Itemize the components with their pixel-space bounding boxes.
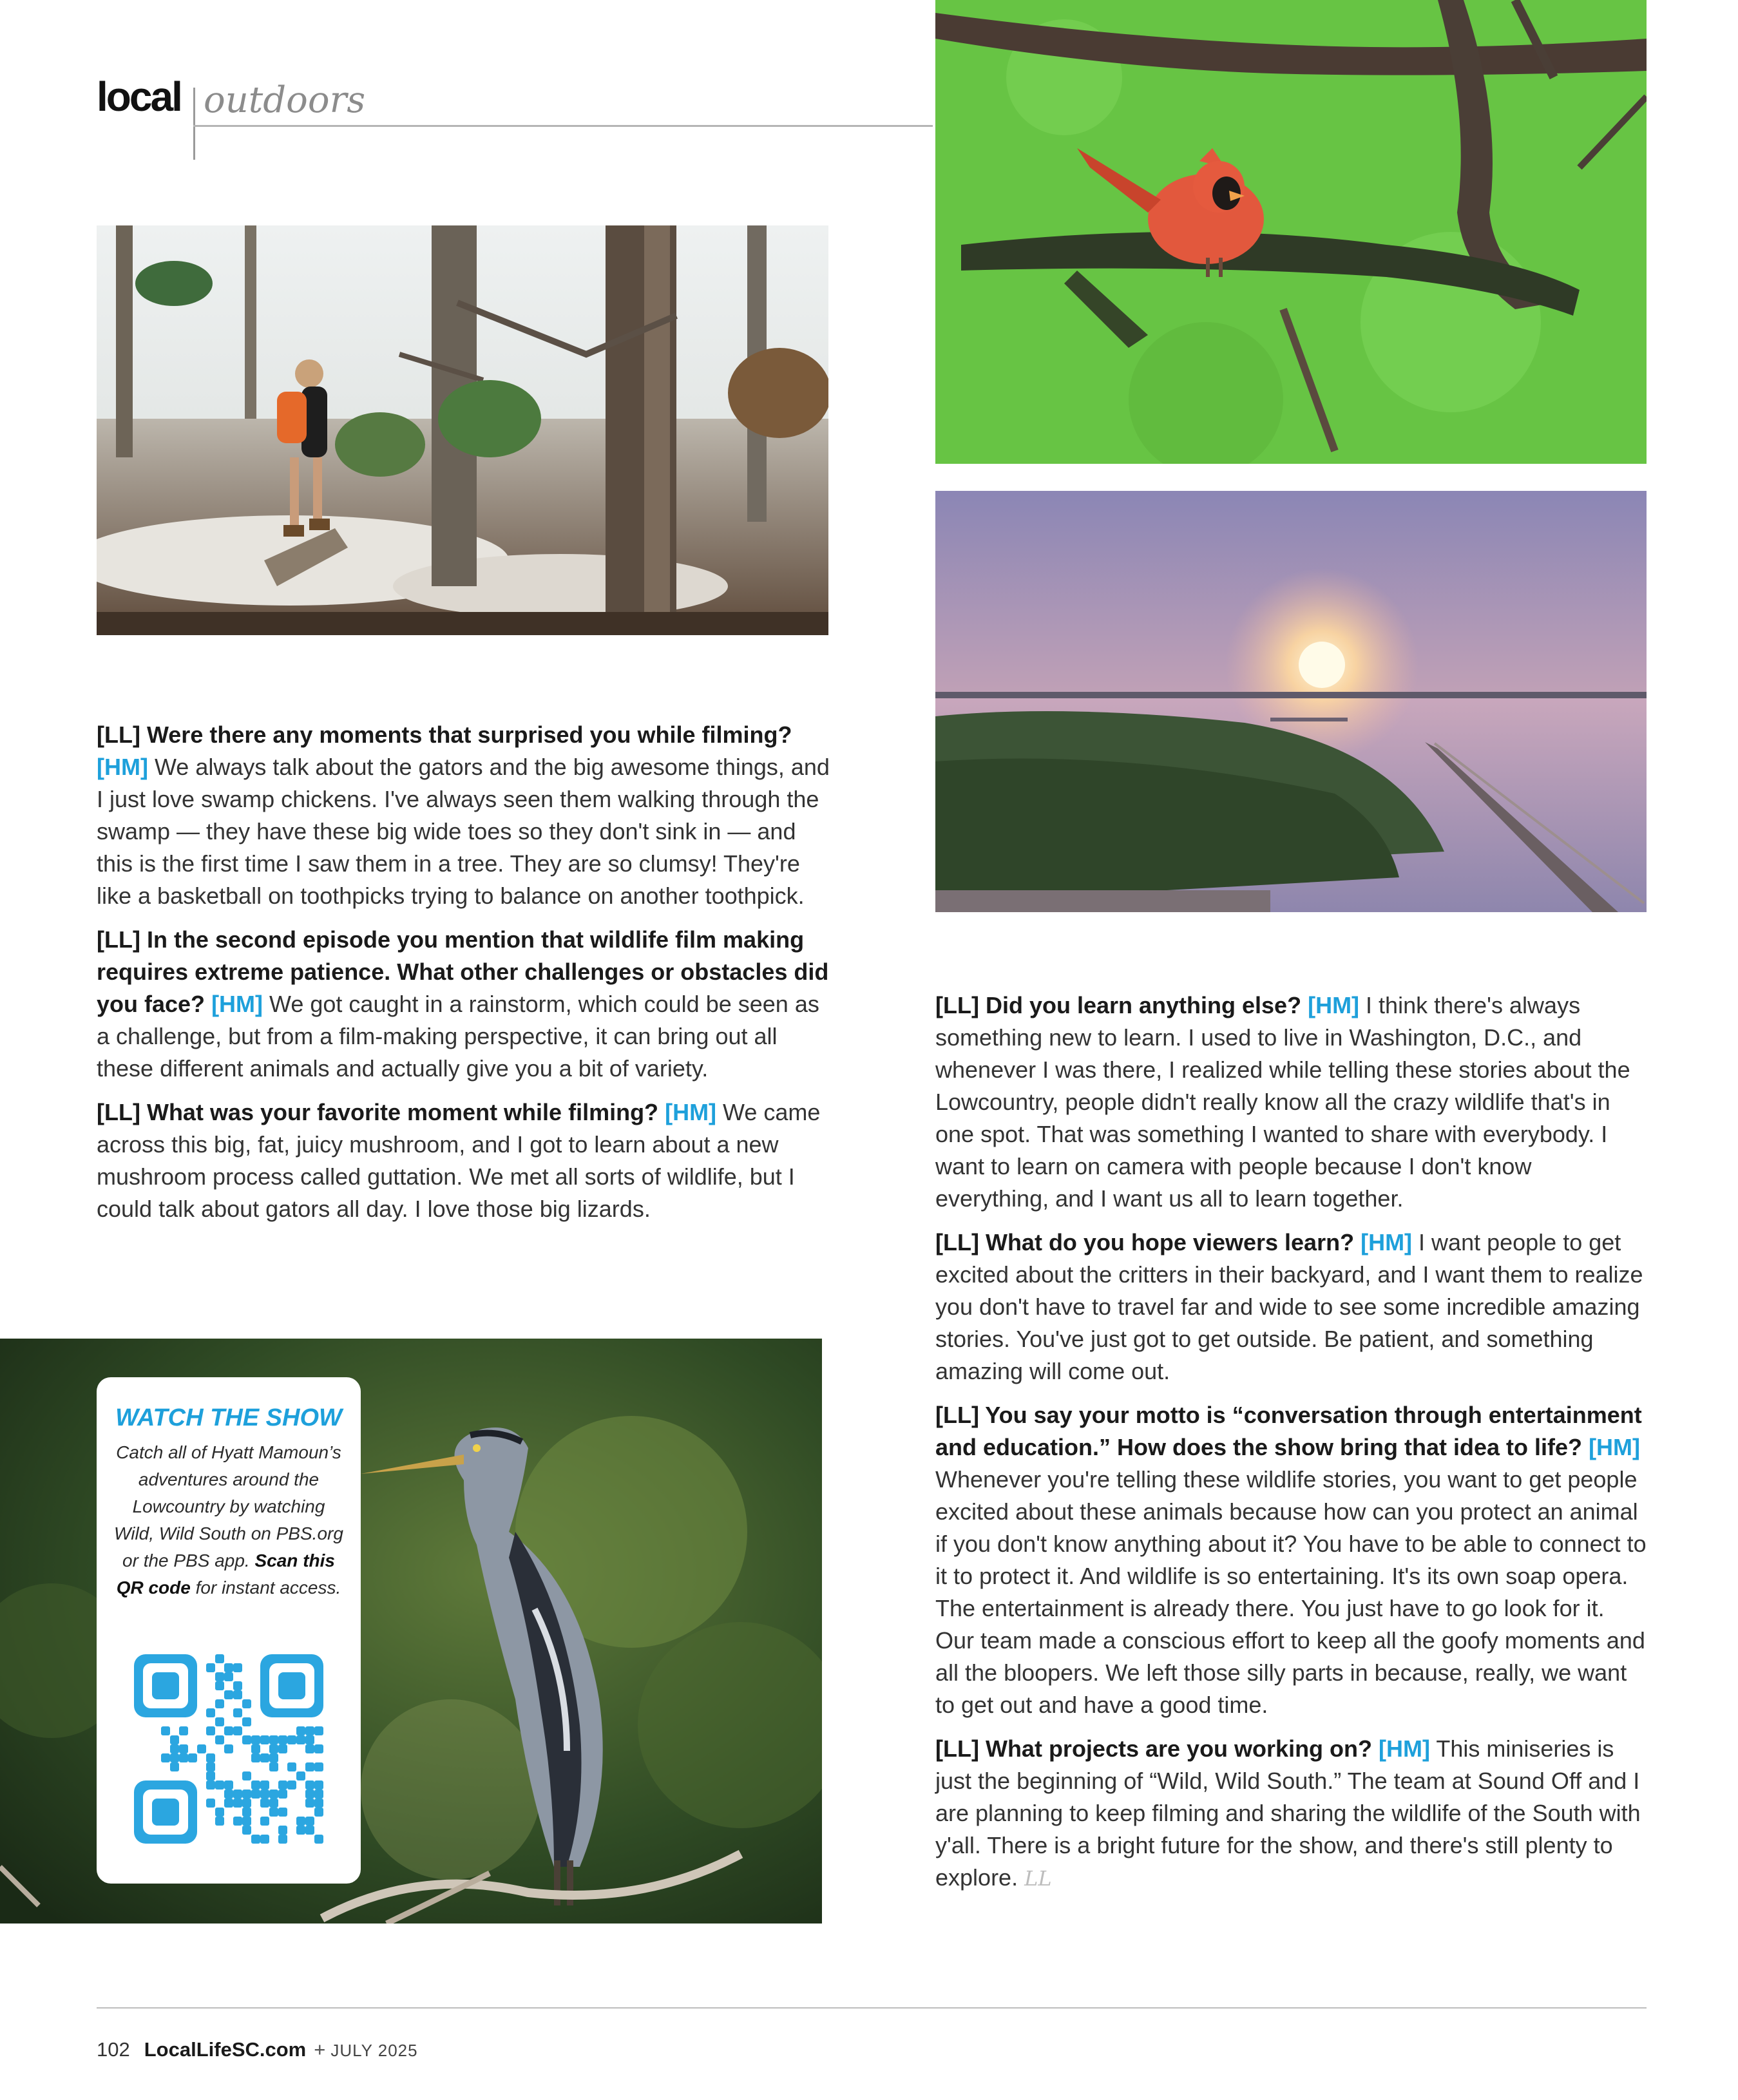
header-divider — [193, 88, 195, 160]
answer-tag: [HM] — [1589, 1434, 1641, 1460]
cardinal-on-branch-photo — [935, 0, 1647, 464]
footer-rule — [97, 2007, 1647, 2009]
hiker-in-maritime-forest-photo — [97, 225, 828, 635]
question: [LL] You say your motto is “conversation through entertainment and education.” How does the show bring that idea to life? — [935, 1402, 1642, 1460]
qa-favorite-moment — [97, 1096, 831, 1225]
answer: I think there's always something new to learn. I used to live in Washington, D.C., and whenever I was there, I realized while telling these stories about the Lowcountry, people didn't really know all the crazy wildlife that's in one spot. That was something I wanted to share with everybody. I want to learn on camera with people because I don't know everything, and I want us all to learn together. — [935, 992, 1630, 1212]
answer: I want people to get excited about the critters in their backyard, and I want them to realize you don't have to travel far and wide to see some incredible amazing stories. You've just got to get outside. Be patient, and something amazing will come out. — [935, 1229, 1643, 1384]
question: [LL] What was your favorite moment while filming? — [97, 1099, 659, 1125]
issue-date: JULY 2025 — [330, 2041, 418, 2060]
signoff-mark: LL — [1024, 1866, 1052, 1891]
article-right-column — [935, 989, 1647, 1906]
answer-tag: [HM] — [1361, 1229, 1413, 1255]
header-rule — [193, 125, 933, 127]
card-text: Catch all of Hyatt Mamoun’s adventures around the Lowcountry by watching Wild, Wild South on PBS.org or the PBS app. — [114, 1442, 343, 1570]
section-title: outdoors — [204, 79, 366, 121]
question: [LL] What projects are you working on? — [935, 1735, 1373, 1762]
answer: Whenever you're telling these wildlife stories, you want to get people excited about these animals because how can you protect an animal if you don't know anything about it? You have to be able to connect to it to protect it. And wildlife is so entertaining. It's its own soap opera. The entertainment is already there. You just have to go look for it. Our team made a conscious effort to keep all the goofy moments and all the bloopers. We left those silly parts in because, really, we want to get out and have a good time. — [935, 1466, 1647, 1718]
site-link[interactable]: LocalLifeSC.com — [144, 2038, 307, 2061]
answer-tag: [HM] — [1308, 992, 1360, 1018]
question: [LL] In the second episode you mention that wildlife film making requires extreme patience. What other challenges or obstacles did you face? — [97, 926, 829, 1017]
card-text-bold: Scan this QR code — [116, 1551, 335, 1598]
qa-projects — [935, 1733, 1647, 1895]
page-number: 102 — [97, 2038, 130, 2061]
qr-code-icon[interactable] — [134, 1654, 323, 1844]
question: [LL] What do you hope viewers learn? — [935, 1229, 1355, 1255]
marsh-sunset-boardwalk-photo — [935, 491, 1647, 912]
card-title: WATCH THE SHOW — [115, 1404, 342, 1431]
qa-motto — [935, 1399, 1647, 1721]
footer — [97, 2039, 418, 2059]
card-text-tail: for instant access. — [190, 1578, 341, 1598]
watch-the-show-card — [97, 1377, 361, 1884]
brand-logo: local — [97, 73, 181, 120]
qa-learn-else — [935, 989, 1647, 1215]
question: [LL] Were there any moments that surprised you while filming? — [97, 721, 792, 748]
question: [LL] Did you learn anything else? — [935, 992, 1302, 1018]
qa-viewers-learn — [935, 1227, 1647, 1388]
answer: We always talk about the gators and the big awesome things, and I just love swamp chickens. I've always seen them walking through the swamp — they have these big wide toes so they don't sink in — and this is the first time I saw them in a tree. They are so clumsy! They're like a basketball on toothpicks trying to balance on another toothpick. — [97, 754, 830, 909]
card-body — [111, 1439, 347, 1601]
answer: This miniseries is just the beginning of “Wild, Wild South.” The team at Sound Off and I are planning to keep filming and sharing the wildlife of the South with y'all. There is a bright future for the show, and there's still plenty to explore. — [935, 1735, 1641, 1891]
footer-separator: + — [314, 2038, 326, 2061]
answer-tag: [HM] — [665, 1099, 717, 1125]
answer: We came across this big, fat, juicy mushroom, and I got to learn about a new mushroom process called guttation. We met all sorts of wildlife, but I could talk about gators all day. I love those big lizards. — [97, 1099, 821, 1222]
answer-tag: [HM] — [1379, 1735, 1431, 1762]
article-left-column — [97, 719, 831, 1237]
answer-tag: [HM] — [211, 991, 263, 1017]
answer: We got caught in a rainstorm, which could be seen as a challenge, but from a film-making perspective, it can bring out all these different animals and actually give you a bit of variety. — [97, 991, 819, 1082]
qa-surprise — [97, 719, 831, 912]
qa-challenges — [97, 924, 831, 1085]
answer-tag: [HM] — [97, 754, 148, 780]
